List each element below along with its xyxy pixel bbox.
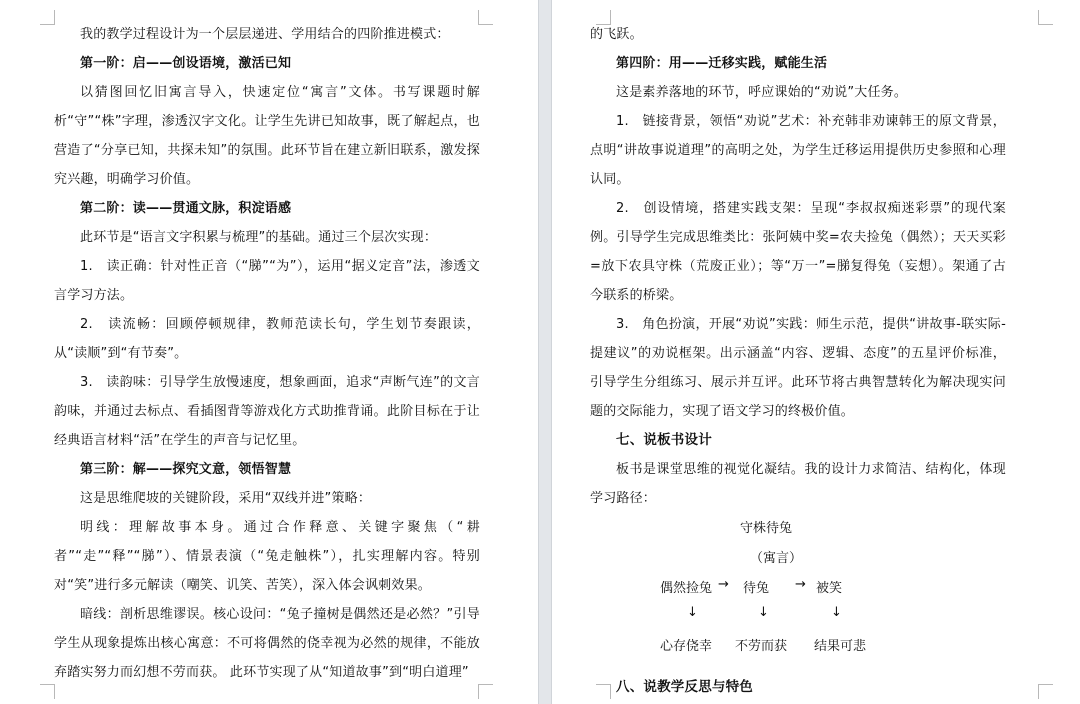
stage-two-item-3: 3. 读韵味：引导学生放慢速度，想象画面，追求“声断气连”的文言韵味，并通过去标点、看插图背等游戏化方式助推背诵。此阶目标在于让经典语言材料“活”在学生的声音与记忆里。: [54, 375, 480, 448]
board-design-paragraph: 板书是课堂思维的视觉化凝结。我的设计力求简洁、结构化，体现学习路径：: [590, 462, 1006, 506]
stage-four-heading: 第四阶：用——迁移实践，赋能生活: [616, 56, 828, 71]
stage-two-heading: 第二阶：读——贯通文脉，积淀语感: [80, 201, 292, 216]
arrow-down-icon: ↓: [758, 605, 769, 620]
crop-mark: [40, 10, 55, 25]
stage-four-item-3: 3. 角色扮演，开展“劝说”实践：师生示范，提供“讲故事-联实际-提建议”的劝说框架。出示涵盖“内容、逻辑、态度”的五星评价标准，引导学生分组练习、展示并互评。此环节将古典智慧转化为解决现实问题的交际能力，实现了语文学习的终极价值。: [590, 317, 1006, 419]
crop-mark: [478, 10, 493, 25]
stage-two-intro: 此环节是“语言文字积累与梳理”的基础。通过三个层次实现：: [80, 230, 438, 245]
intro-paragraph: 我的教学过程设计为一个层层递进、学用结合的四阶推进模式：: [80, 27, 450, 42]
stage-three-heading: 第三阶：解——探究文意，领悟智慧: [80, 462, 292, 477]
stage-two-item-2: 2. 读流畅：回顾停顿规律，教师范读长句，学生划节奏跟读，从“读顺”到“有节奏”。: [54, 317, 480, 361]
board-action-label: 待兔: [743, 581, 770, 596]
board-psychology-label: 心存侥幸: [660, 639, 713, 654]
stage-one-paragraph: 以猜图回忆旧寓言导入，快速定位“寓言”文体。书写课题时解析“守”“株”字理，渗透汉字文化。让学生先讲已知故事，既了解起点，也营造了“分享已知，共探未知”的氛围。此环节旨在建立新旧联系，激发探究兴趣，明确学习价值。: [54, 85, 480, 187]
arrow-right-icon: →: [795, 577, 806, 592]
left-page-content: [54, 20, 480, 687]
crop-mark: [1038, 10, 1053, 25]
board-result-label: 被笑: [816, 581, 843, 596]
stage-four-item-2: 2. 创设情境，搭建实践支架：呈现“李叔叔痴迷彩票”的现代案例。引导学生完成思维类比：张阿姨中奖=农夫捡兔（偶然）；天天买彩=放下农具守株（荒废正业）；等“万一”=䏲复得兔（妄想）。架通了古今联系的桥梁。: [590, 201, 1006, 303]
crop-mark: [40, 684, 55, 699]
crop-mark: [478, 684, 493, 699]
board-title: 守株待兔: [740, 521, 793, 536]
board-outcome-label: 结果可悲: [814, 639, 867, 654]
right-page: [552, 0, 1080, 704]
explicit-line-paragraph: 明线：理解故事本身。通过合作释意、关键字聚焦（“耕者”“走”“释”“䏲”）、情景表演（“兔走触株”），扎实理解内容。特别对“笑”进行多元解读（嘲笑、讥笑、苦笑），深入体会讽刺效果。: [54, 520, 480, 593]
stage-four-item-1: 1. 链接背景，领悟“劝说”艺术：补充韩非劝谏韩王的原文背景，点明“讲故事说道理”的高明之处，为学生迁移运用提供历史参照和心理认同。: [590, 114, 1006, 187]
section-seven-heading: 七、说板书设计: [616, 432, 712, 448]
stage-two-item-1: 1. 读正确：针对性正音（“䏲”“为”），运用“据义定音”法，渗透文言学习方法。: [54, 259, 480, 303]
left-page: [0, 0, 538, 704]
board-behavior-label: 不劳而获: [735, 639, 788, 654]
section-eight-heading: 八、说教学反思与特色: [616, 679, 753, 695]
implicit-line-paragraph: 暗线：剖析思维谬误。核心设问：“兔子撞树是偶然还是必然？”引导学生从现象提炼出核心寓意：不可将偶然的侥幸视为必然的规律，不能放弃踏实努力而幻想不劳而获。 此环节实现了从“知道故事”到“明白道理”: [54, 607, 480, 680]
arrow-down-icon: ↓: [687, 605, 698, 620]
arrow-down-icon: ↓: [831, 605, 842, 620]
stage-one-heading: 第一阶：启——创设语境，激活已知: [80, 56, 292, 71]
crop-mark: [1038, 684, 1053, 699]
continued-line: 的飞跃。: [590, 27, 643, 42]
stage-four-intro: 这是素养落地的环节，呼应课始的“劝说”大任务。: [616, 85, 908, 100]
board-subtitle: （寓言）: [750, 551, 803, 566]
arrow-right-icon: →: [718, 577, 729, 592]
stage-three-intro: 这是思维爬坡的关键阶段，采用“双线并进”策略：: [80, 491, 372, 506]
page-gutter: [538, 0, 552, 704]
right-page-content: [590, 20, 1006, 702]
blackboard-diagram: [590, 513, 1006, 673]
board-cause-label: 偶然捡兔: [660, 581, 713, 596]
